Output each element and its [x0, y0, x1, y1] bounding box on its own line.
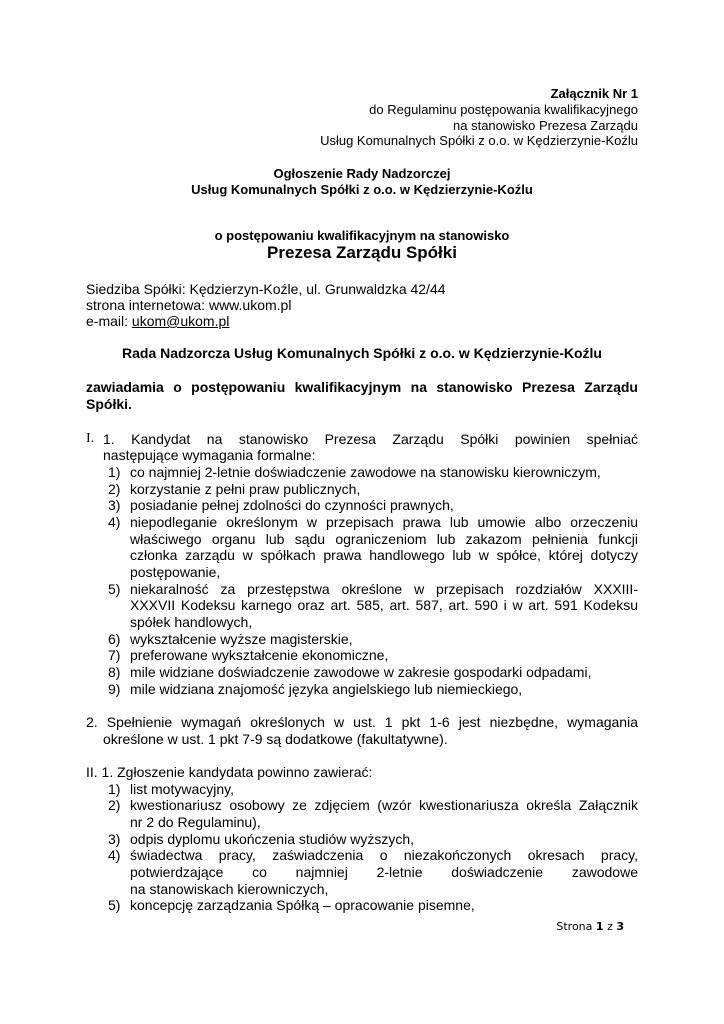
list-item-number: 3): [108, 831, 121, 847]
list-item: niekaralność za przestępstwa określone w przepisach rozdziałów XXXIII-: [130, 581, 638, 597]
list-item-number: 6): [108, 631, 121, 647]
list-item: odpis dyplomu ukończenia studiów wyższych,: [130, 831, 415, 847]
section-1-intro-1: 1. Kandydat na stanowisko Prezesa Zarządu Spółki powinien spełniać: [103, 431, 638, 447]
page-separator: z: [607, 920, 613, 933]
list-item-continuation: spółek handlowych,: [130, 614, 253, 630]
list-item-continuation: właściwego organu lub sądu ograniczeniom lub zakazom pełnienia funkcji: [130, 531, 638, 547]
subject-line-1: o postępowaniu kwalifikacyjnym na stanowisko: [214, 228, 510, 243]
list-item: niepodleganie określonym w przepisach prawa lub umowie albo orzeczeniu: [130, 514, 638, 530]
section-1-intro-2: następujące wymagania formalne:: [103, 447, 316, 463]
list-item: list motywacyjny,: [130, 781, 234, 797]
notice-line-1: zawiadamia o postępowaniu kwalifikacyjnym na stanowisko Prezesa Zarządu: [86, 379, 638, 395]
list-item-number: 3): [108, 497, 121, 513]
list-item: co najmniej 2-letnie doświadczenie zawodowe na stanowisku kierowniczym,: [130, 464, 601, 480]
list-item-number: 4): [108, 847, 121, 863]
page-label: Strona: [556, 920, 593, 933]
list-item-number: 2): [108, 481, 121, 497]
list-item-number: 4): [108, 514, 121, 530]
list-item-continuation: na stanowiskach kierowniczych,: [130, 881, 329, 897]
list-item-number: 8): [108, 664, 121, 680]
point-2-line-2: określone w ust. 1 pkt 7-9 są dodatkowe (fakultatywne).: [103, 731, 448, 747]
list-item-number: 7): [108, 647, 121, 663]
list-item-continuation: postępowanie,: [130, 564, 221, 580]
list-item-continuation: potwierdzające co najmniej 2-letnie doświadczenie zawodowe: [130, 864, 638, 880]
list-item: posiadanie pełnej zdolności do czynności prawnych,: [130, 497, 454, 513]
list-item: wykształcenie wyższe magisterskie,: [130, 631, 353, 647]
list-item-number: 1): [108, 464, 121, 480]
board-heading: Rada Nadzorcza Usług Komunalnych Spółki z o.o. w Kędzierzynie-Koźlu: [122, 345, 602, 361]
subject-title: Prezesa Zarządu Spółki: [267, 243, 457, 262]
announcement-line-2: Usług Komunalnych Spółki z o.o. w Kędzierzynie-Koźlu: [191, 182, 533, 197]
notice-line-2: Spółki.: [86, 396, 132, 412]
section-1-roman: I.: [86, 431, 95, 446]
attachment-line-2: na stanowisko Prezesa Zarządu: [453, 118, 638, 133]
list-item-number: 1): [108, 781, 121, 797]
email-link[interactable]: ukom@ukom.pl: [131, 313, 230, 329]
email-label: e-mail:: [86, 313, 132, 329]
list-item-number: 5): [108, 897, 121, 913]
list-item: koncepcję zarządzania Spółką – opracowanie pisemne,: [130, 897, 475, 913]
list-item-continuation: członka zarządu w spółkach prawa handlowego lub w spółce, której dotyczy: [130, 547, 638, 563]
page-number: [556, 920, 624, 933]
list-item-continuation: nr 2 do Regulaminu),: [130, 814, 261, 830]
list-item: świadectwa pracy, zaświadczenia o niezakończonych okresach pracy,: [130, 847, 638, 863]
list-item-continuation: XXXVII Kodeksu karnego oraz art. 585, art. 587, art. 590 i w art. 591 Kodeksu: [130, 597, 638, 613]
list-item: korzystanie z pełni praw publicznych,: [130, 481, 361, 497]
list-item: mile widziane doświadczenie zawodowe w zakresie gospodarki odpadami,: [130, 664, 592, 680]
attachment-line-1: do Regulaminu postępowania kwalifikacyjnego: [369, 102, 638, 117]
attachment-title: Załącznik Nr 1: [550, 86, 638, 101]
list-item-number: 5): [108, 581, 121, 597]
list-item: kwestionariusz osobowy ze zdjęciem (wzór kwestionariusza określa Załącznik: [130, 797, 638, 813]
point-2-line-1: 2. Spełnienie wymagań określonych w ust. 1 pkt 1-6 jest niezbędne, wymagania: [86, 714, 638, 730]
company-address: Siedziba Spółki: Kędzierzyn-Koźle, ul. Grunwaldzka 42/44: [86, 281, 446, 297]
page-total: 3: [616, 920, 624, 933]
page-current: 1: [595, 920, 604, 933]
list-item-number: 2): [108, 797, 121, 813]
company-website: strona internetowa: www.ukom.pl: [86, 297, 292, 313]
list-item: preferowane wykształcenie ekonomiczne,: [130, 647, 389, 663]
list-item: mile widziana znajomość języka angielskiego lub niemieckiego,: [130, 681, 523, 697]
company-email-line: [86, 313, 229, 329]
list-item-number: 9): [108, 681, 121, 697]
announcement-line-1: Ogłoszenie Rady Nadzorczej: [273, 166, 451, 181]
section-2-intro: II. 1. Zgłoszenie kandydata powinno zawierać:: [86, 764, 373, 780]
attachment-line-3: Usług Komunalnych Spółki z o.o. w Kędzierzynie-Koźlu: [320, 133, 638, 148]
